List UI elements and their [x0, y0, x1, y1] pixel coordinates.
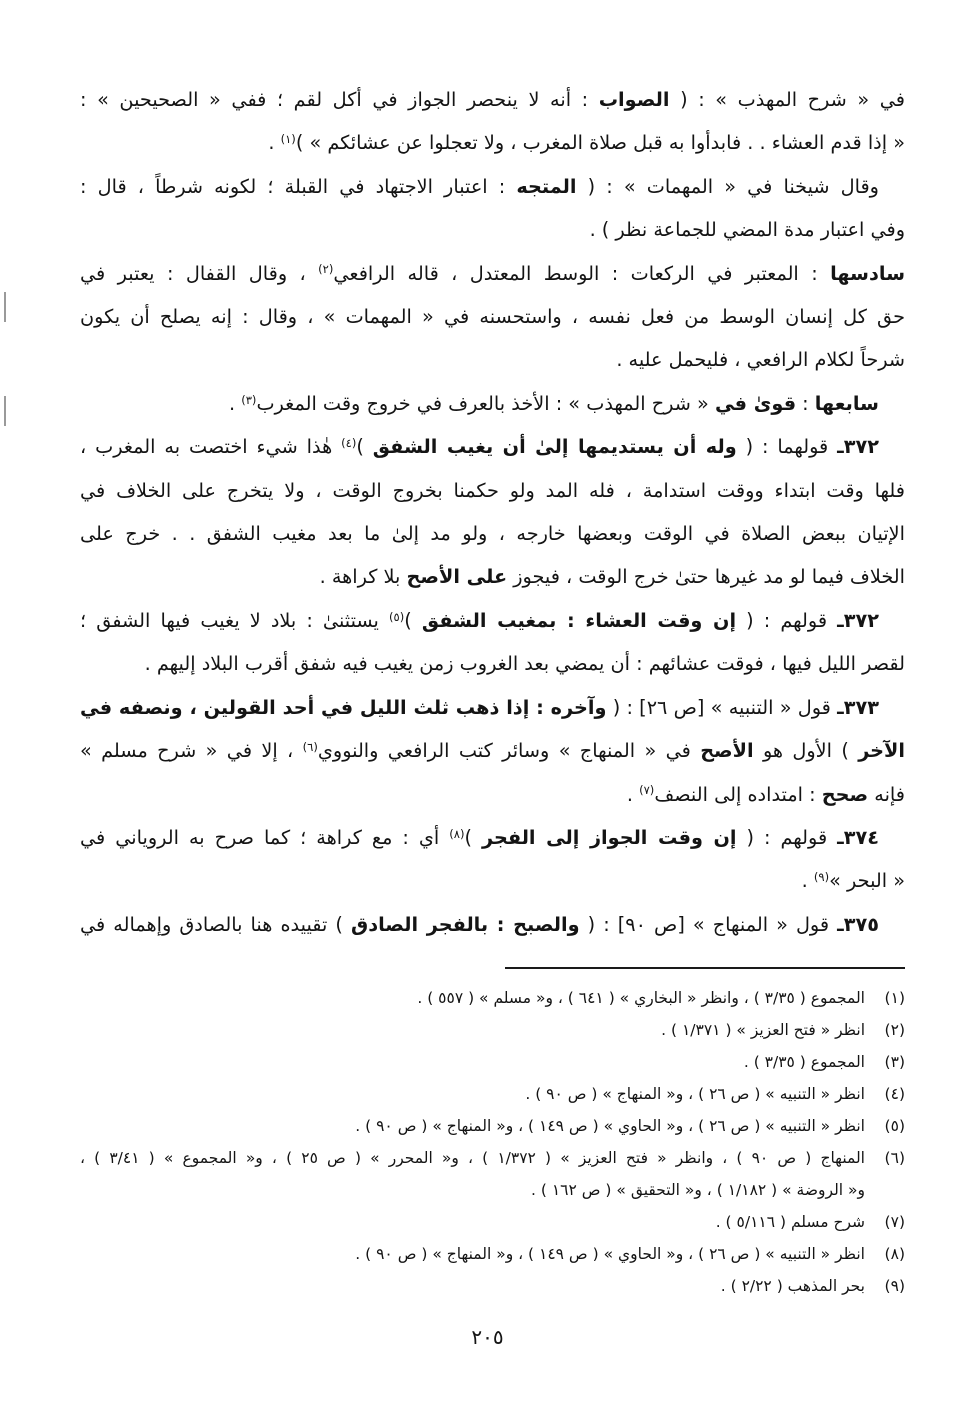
footnote-text: المنهاج ( ص ٩٠ ) ، وانظر « فتح العزيز » ( ١/٣٧٢ ) ، و« المحرر » ( ص ٢٥ ) ، و« المجموع » ( ٣/٤١ ) ،: [80, 1149, 865, 1167]
bold-text: الصواب: [598, 88, 670, 111]
bold-text: الآخر: [858, 739, 905, 763]
footnote-ref: (٥): [389, 609, 405, 624]
body-text: ، إلا في « شرح مسلم »: [80, 739, 303, 763]
footnote-text: و« الروضة » ( ١/١٨٢ ) ، و« التحقيق » ( ص ١٦٢ ) .: [531, 1181, 865, 1199]
bold-text: سابعها: [814, 391, 879, 415]
footnote-ref: (٨): [449, 826, 465, 841]
body-text: فلها وقت ابتداء ووقت استدامة ، فله المد ولو حكمنا بخروج الوقت ، ولا يتخرج على الخلاف في: [80, 478, 905, 502]
text-line: [80, 512, 905, 555]
text-line: [80, 642, 905, 685]
bold-text: قوىٰ في: [714, 391, 797, 415]
body-text: ): [404, 608, 422, 632]
footnote-ref: (٩): [813, 869, 830, 884]
text-line: [80, 338, 905, 381]
body-text: .: [268, 131, 281, 155]
body-text: حق كل إنسان الوسط من فعل نفسه ، واستحسنه في « المهمات » ، وقال : إنه يصلح أن يكون: [80, 305, 905, 329]
body-text: في « المنهاج » وسائر كتب الرافعي والنووي: [317, 739, 701, 763]
body-text: وقال شيخنا في « المهمات » : (: [576, 174, 879, 198]
bold-text: صحح: [821, 782, 869, 806]
body-text: .: [626, 782, 640, 806]
body-text: « إذا قدم العشاء . . فابدأوا به قبل صلاة المغرب ، ولا تعجلوا عن عشائكم » ): [295, 131, 905, 155]
bold-text: ٣٧٣ـ: [837, 695, 879, 719]
body-text: لقصر الليل فيها ، فوقت عشائهم : أن يمضي بعد الغروب زمن يغيب فيه شفق أقرب البلاد إليهم .: [144, 652, 905, 676]
body-text: وفي اعتبار مدة المضي للجماعة نظر ) .: [589, 218, 905, 242]
footnote: [80, 1014, 905, 1046]
footnote-number: (٢): [884, 1021, 905, 1039]
body-text: الخلاف فيما لو مد غيرها حتىٰ خرج الوقت ، فيجوز: [507, 565, 905, 589]
body-text: يستثنىٰ : بلاد لا يغيب فيها الشفق ؛: [80, 608, 389, 632]
footnote-ref: (٦): [302, 739, 318, 754]
footnote: [80, 1270, 905, 1302]
body-text: ) الأول هو: [753, 739, 859, 763]
bold-text: ٣٧٢ـ: [837, 435, 879, 459]
body-text: : امتداده إلى النصف: [654, 782, 822, 806]
bold-text: ٣٧٢ـ: [837, 608, 879, 632]
body-text: « البحر »: [829, 869, 905, 893]
body-text: هٰذا شيء اختصت به المغرب ،: [80, 435, 342, 459]
footnote-text: انظر « التنبيه » ( ص ٢٦ ) ، و« الحاوي » ( ص ١٤٩ ) ، و« المنهاج » ( ص ٩٠ ) .: [355, 1117, 865, 1135]
bold-text: ٣٧٥ـ: [837, 912, 879, 936]
footnote-text: شرح مسلم ( ٥/١١٦ ) .: [715, 1213, 865, 1231]
footnote: [80, 1206, 905, 1238]
footnote-text: بحر المذهب ( ٢/٢٢ ) .: [720, 1277, 865, 1295]
text-line: [80, 773, 905, 816]
footnote-ref: (٤): [341, 435, 357, 450]
scan-mark: [4, 292, 6, 322]
body-text: ، وقال القفال : يعتبر في: [80, 261, 319, 285]
body-text: ): [356, 435, 373, 459]
body-text: ): [464, 825, 482, 849]
footnote-number: (٦): [884, 1149, 905, 1167]
footnote: [80, 1078, 905, 1110]
bold-text: المتجه: [516, 174, 577, 198]
footnote-separator: [505, 967, 905, 969]
footnote-number: (٨): [884, 1245, 905, 1263]
text-line: [80, 555, 905, 598]
body-text: قول « التنبيه » [ص ٢٦] : (: [606, 695, 838, 719]
bold-text: على الأصح: [406, 565, 508, 589]
bold-text: إن وقت الجواز إلى الفجر: [481, 825, 737, 849]
body-text: فإنه: [868, 782, 905, 806]
bold-text: والصبح : بالفجر الصادق: [350, 912, 580, 936]
footnote: [80, 982, 905, 1014]
footnote-number: (١): [884, 989, 905, 1007]
footnote-ref: (٧): [639, 783, 655, 798]
text-line: [80, 78, 905, 121]
text-line: [80, 165, 905, 208]
bold-text: سادسها: [830, 261, 905, 285]
footnote-text: المجموع ( ٣/٣٥ ) .: [743, 1053, 865, 1071]
footnote: [80, 1046, 905, 1078]
footnote-ref: (٣): [241, 392, 257, 407]
body-text: :: [796, 391, 815, 415]
footnote-text: انظر « التنبيه » ( ص ٢٦ ) ، و« الحاوي » ( ص ١٤٩ ) ، و« المنهاج » ( ص ٩٠ ) .: [355, 1245, 865, 1263]
footnote: [80, 1110, 905, 1142]
text-line: [80, 729, 905, 772]
bold-text: إن وقت العشاء : بمغيب الشفق: [421, 608, 737, 632]
footnote-text: انظر « فتح العزيز » ( ١/٣٧١ ) .: [661, 1021, 865, 1039]
body-text: قولهم : (: [736, 825, 838, 849]
main-text: [80, 78, 905, 946]
text-line: [80, 121, 905, 164]
footnote-ref: (٢): [318, 262, 334, 277]
text-line: [80, 599, 905, 642]
text-line: [80, 469, 905, 512]
body-text: قولهم : (: [736, 608, 838, 632]
text-line: [80, 425, 905, 468]
body-text: .: [801, 869, 814, 893]
bold-text: وله أن يستديمها إلىٰ أن يغيب الشفق: [372, 435, 737, 459]
text-line: [80, 859, 905, 902]
body-text: في « شرح المهذب » : (: [669, 88, 905, 111]
text-line: [80, 295, 905, 338]
footnote: [80, 1142, 905, 1206]
bold-text: وآخره : إذا ذهب ثلث الليل في أحد القولين ، ونصفه في: [80, 695, 607, 719]
bold-text: الأصح: [700, 739, 754, 763]
body-text: شرحاً لكلام الرافعي ، فليحمل عليه .: [616, 348, 905, 372]
footnote-number: (٥): [884, 1117, 905, 1135]
scan-mark: [4, 396, 6, 426]
footnote-text: المجموع ( ٣/٣٥ ) ، وانظر « البخاري » ( ٦٤١ ) ، و« مسلم » ( ٥٥٧ ) .: [417, 989, 865, 1007]
text-line: [80, 252, 905, 295]
footnote-number: (٣): [884, 1053, 905, 1071]
footnote-number: (٧): [884, 1213, 905, 1231]
footnote-number: (٩): [884, 1277, 905, 1295]
page-number: ٢٠٥: [471, 1325, 504, 1349]
text-line: [80, 816, 905, 859]
text-line: [80, 208, 905, 251]
footnote: [80, 1238, 905, 1270]
footnote-text: انظر « التنبيه » ( ص ٢٦ ) ، و« المنهاج » ( ص ٩٠ ) .: [525, 1085, 865, 1103]
text-line: [80, 686, 905, 729]
footnote-ref: (١): [280, 132, 296, 147]
bold-text: ٣٧٤ـ: [837, 825, 879, 849]
footnote-number: (٤): [884, 1085, 905, 1103]
body-text: .: [228, 391, 242, 415]
body-text: أي : مع كراهة ؛ كما صرح به الروياني في: [80, 825, 450, 849]
text-line: [80, 903, 905, 946]
body-text: : اعتبار الاجتهاد في القبلة ؛ لكونه شرطاً ، قال :: [80, 174, 517, 198]
body-text: : المعتبر في الركعات : الوسط المعتدل ، قاله الرافعي: [333, 261, 831, 285]
text-line: [80, 382, 905, 425]
footnotes: [80, 982, 905, 1302]
body-text: بلا كراهة .: [319, 565, 407, 589]
body-text: قول « المنهاج » [ص ٩٠] : (: [579, 912, 838, 936]
body-text: الإتيان ببعض الصلاة في الوقت وبعضها خارجه ، ولو مد إلىٰ ما بعد مغيب الشفق . . خرج على: [80, 522, 905, 546]
body-text: قولهما : (: [736, 435, 838, 459]
body-text: « شرح المهذب » : الأخذ بالعرف في خروج وقت المغرب: [256, 391, 715, 415]
body-text: : أنه لا ينحصر الجواز في أكل لقم ؛ ففي « الصحيحين » :: [80, 88, 599, 111]
body-text: ) تقييده هنا بالصادق وإهماله في: [80, 912, 351, 936]
